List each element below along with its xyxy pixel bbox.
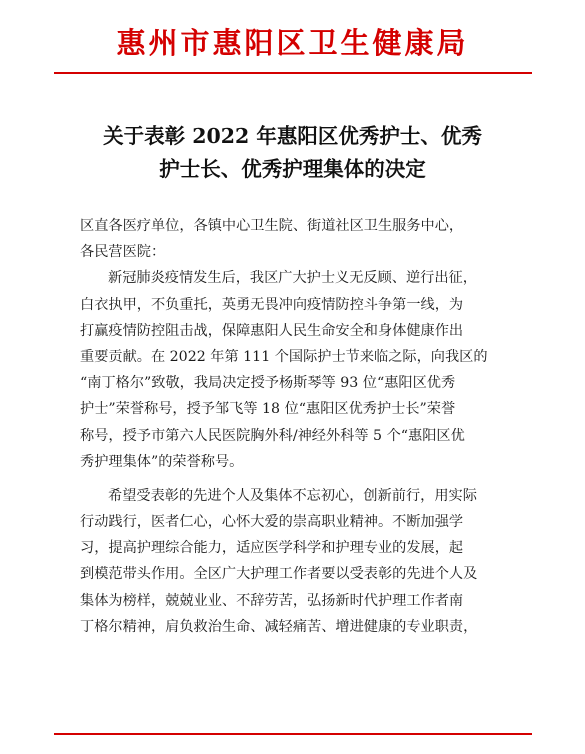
paragraph-1-line: “南丁格尔”致敬，我局决定授予杨斯琴等 93 位“惠阳区优秀 bbox=[80, 375, 456, 392]
document-body bbox=[80, 213, 520, 640]
salutation-line-1: 区直各医疗单位，各镇中心卫生院、街道社区卫生服务中心， bbox=[80, 218, 464, 234]
paragraph-1-line: 新冠肺炎疫情发生后，我区广大护士义无反顾、逆行出征， bbox=[108, 270, 477, 287]
paragraph-2-line: 到模范带头作用。全区广大护理工作者要以受表彰的先进个人及 bbox=[80, 566, 478, 583]
paragraph-2-line: 习，提高护理综合能力，适应医学科学和护理专业的发展，起 bbox=[80, 540, 464, 557]
document-title-line-2: 护士长、优秀护理集体的决定 bbox=[159, 157, 426, 181]
document-title bbox=[60, 120, 525, 186]
footer-red-rule bbox=[54, 733, 532, 735]
paragraph-1-line: 称号，授予市第六人民医院胸外科/神经外科等 5 个“惠阳区优 bbox=[80, 427, 465, 444]
paragraph-2-line: 希望受表彰的先进个人及集体不忘初心，创新前行，用实际 bbox=[108, 487, 477, 504]
paragraph-1-line: 护士”荣誉称号，授予邹飞等 18 位“惠阳区优秀护士长”荣誉 bbox=[80, 401, 456, 418]
paragraph-1-line: 重要贡献。在 2022 年第 111 个国际护士节来临之际，向我区的 bbox=[80, 348, 488, 365]
paragraph-spacer bbox=[80, 475, 520, 483]
paragraph-1-line: 秀护理集体”的荣誉称号。 bbox=[80, 453, 244, 470]
salutation-line-2: 各民营医院： bbox=[80, 244, 166, 261]
paragraph-1-line: 白衣执甲，不负重托，英勇无畏冲向疫情防控斗争第一线，为 bbox=[80, 296, 464, 313]
header-red-rule bbox=[54, 72, 532, 74]
paragraph-2-line: 行动践行，医者仁心，心怀大爱的崇高职业精神。不断加强学 bbox=[80, 514, 464, 531]
paragraph-2-line: 丁格尔精神，肩负救治生命、减轻痛苦、增进健康的专业职责， bbox=[80, 618, 478, 635]
paragraph-1-line: 打赢疫情防控阻击战，保障惠阳人民生命安全和身体健康作出 bbox=[80, 322, 464, 339]
document-title-line-1: 关于表彰 2022 年惠阳区优秀护士、优秀 bbox=[103, 124, 482, 148]
organization-header: 惠州市惠阳区卫生健康局 bbox=[116, 26, 469, 60]
paragraph-2-line: 集体为榜样，兢兢业业、不辞劳苦，弘扬新时代护理工作者南 bbox=[80, 592, 464, 609]
